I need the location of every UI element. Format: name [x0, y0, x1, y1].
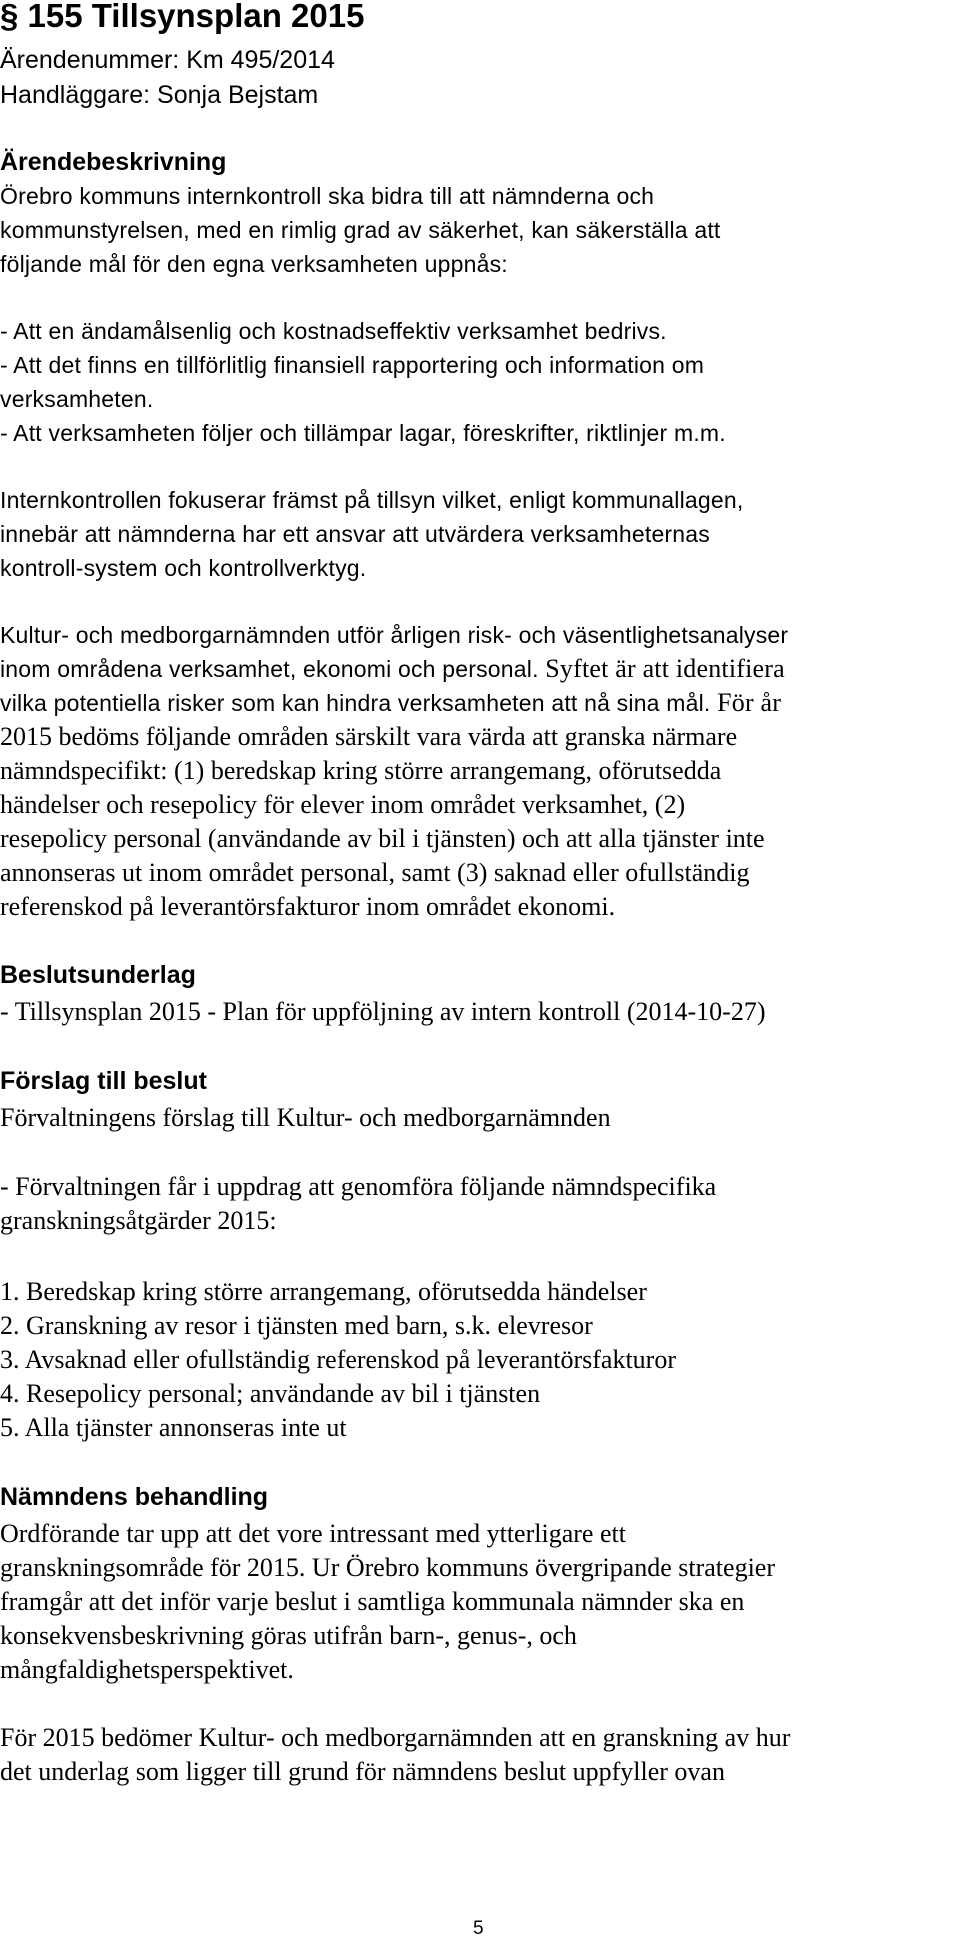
section-heading-beslutsunderlag: Beslutsunderlag — [0, 961, 196, 989]
behandling-line-4: konsekvensbeskrivning göras utifrån barn-, genus-, och — [0, 1621, 577, 1650]
measure-5: 5. Alla tjänster annonseras inte ut — [0, 1413, 347, 1442]
forslag-intro: Förvaltningens förslag till Kultur- och medborgarnämnden — [0, 1103, 611, 1132]
case-number: Ärendenummer: Km 495/2014 — [0, 46, 335, 74]
measure-2: 2. Granskning av resor i tjänsten med barn, s.k. elevresor — [0, 1311, 593, 1340]
analysis-line-6: händelser och resepolicy för elever inom området verksamhet, (2) — [0, 790, 686, 819]
section-heading-behandling: Nämndens behandling — [0, 1483, 269, 1511]
measure-1: 1. Beredskap kring större arrangemang, oförutsedda händelser — [0, 1277, 647, 1306]
page-number: 5 — [473, 1918, 484, 1939]
measure-4: 4. Resepolicy personal; användande av bil i tjänsten — [0, 1379, 541, 1408]
analysis-line-8: annonseras ut inom området personal, samt (3) saknad eller ofullständig — [0, 858, 750, 887]
beslutsunderlag-item: - Tillsynsplan 2015 - Plan för uppföljning av intern kontroll (2014-10-27) — [0, 997, 766, 1026]
goal-line-3: verksamheten. — [0, 386, 154, 412]
arende-intro-line-1: Örebro kommuns internkontroll ska bidra till att nämnderna och — [0, 183, 655, 209]
focus-line-2: innebär att nämnderna har ett ansvar att utvärdera verksamheternas — [0, 521, 710, 547]
behandling-line-1: Ordförande tar upp att det vore intressant med ytterligare ett — [0, 1519, 626, 1548]
goal-line-2: - Att det finns en tillförlitlig finansiell rapportering och information om — [0, 352, 705, 378]
final-line-1: För 2015 bedömer Kultur- och medborgarnämnden att en granskning av hur — [0, 1723, 791, 1752]
analysis-line-5: nämndspecifikt: (1) beredskap kring större arrangemang, oförutsedda — [0, 756, 722, 785]
analysis-line-7: resepolicy personal (användande av bil i tjänsten) och att alla tjänster inte — [0, 824, 765, 853]
handler: Handläggare: Sonja Bejstam — [0, 81, 319, 109]
final-line-2: det underlag som ligger till grund för nämndens beslut uppfyller ovan — [0, 1757, 725, 1786]
section-heading-arendebeskrivning: Ärendebeskrivning — [0, 148, 227, 176]
analysis-line-3 — [0, 686, 781, 720]
behandling-line-2: granskningsområde för 2015. Ur Örebro kommuns övergripande strategier — [0, 1553, 775, 1582]
analysis-line-2-text: inom områdena verksamhet, ekonomi och personal. — [0, 656, 539, 682]
focus-line-1: Internkontrollen fokuserar främst på tillsyn vilket, enligt kommunallagen, — [0, 487, 744, 513]
assignment-line-1: - Förvaltningen får i uppdrag att genomföra följande nämndspecifika — [0, 1172, 717, 1201]
measure-3: 3. Avsaknad eller ofullständig referenskod på leverantörsfakturor — [0, 1345, 676, 1374]
arende-intro-line-3: följande mål för den egna verksamheten uppnås: — [0, 251, 508, 277]
arende-intro-line-2: kommunstyrelsen, med en rimlig grad av säkerhet, kan säkerställa att — [0, 217, 721, 243]
focus-line-3: kontroll-system och kontrollverktyg. — [0, 555, 367, 581]
analysis-line-3-year: För år — [717, 688, 782, 717]
behandling-line-3: framgår att det inför varje beslut i samtliga kommunala nämnder ska en — [0, 1587, 745, 1616]
section-heading-forslag: Förslag till beslut — [0, 1067, 207, 1095]
analysis-line-4: 2015 bedöms följande områden särskilt vara värda att granska närmare — [0, 722, 738, 751]
analysis-line-9: referenskod på leverantörsfakturor inom området ekonomi. — [0, 892, 616, 921]
page-title: § 155 Tillsynsplan 2015 — [0, 0, 365, 34]
analysis-line-1: Kultur- och medborgarnämnden utför årligen risk- och väsentlighetsanalyser — [0, 622, 789, 648]
assignment-line-2: granskningsåtgärder 2015: — [0, 1206, 277, 1235]
goal-line-4: - Att verksamheten följer och tillämpar lagar, föreskrifter, riktlinjer m.m. — [0, 420, 726, 446]
goal-line-1: - Att en ändamålsenlig och kostnadseffektiv verksamhet bedrivs. — [0, 318, 667, 344]
analysis-line-2 — [0, 652, 785, 686]
analysis-line-3-text: vilka potentiella risker som kan hindra verksamheten att nå sina mål. — [0, 690, 711, 716]
behandling-line-5: mångfaldighetsperspektivet. — [0, 1655, 294, 1684]
analysis-line-2-purpose: Syftet är att identifiera — [545, 654, 785, 683]
